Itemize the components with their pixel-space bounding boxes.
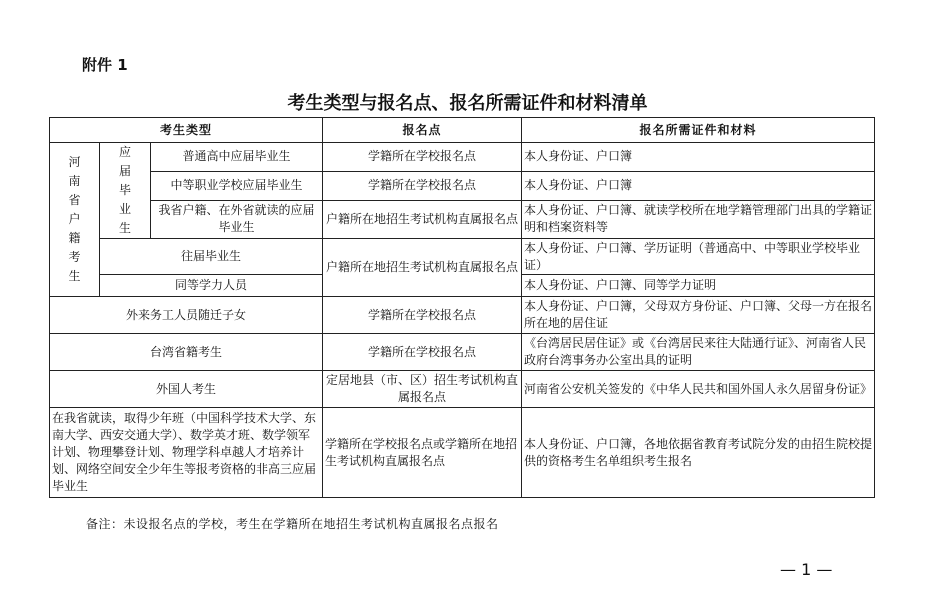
materials-cell: 河南省公安机关签发的《中华人民共和国外国人永久居留身份证》: [522, 371, 875, 408]
materials-cell: 本人身份证、户口簿，各地依据省教育考试院分发的由招生院校提供的资格考生名单组织考生报名: [522, 408, 875, 498]
materials-cell: 本人身份证、户口簿、同等学力证明: [522, 275, 875, 297]
exam-type-cell: 在我省就读，取得少年班（中国科学技术大学、东南大学、西安交通大学）、数学英才班、数学领军计划、物理攀登计划、物理学科卓越人才培养计划、网络空间安全少年生等报考资格的非高三应届毕业生: [50, 408, 323, 498]
table-row: [50, 239, 875, 275]
footnote: 备注：未设报名点的学校，考生在学籍所在地招生考试机构直属报名点报名: [86, 517, 499, 531]
registration-site-cell: 学籍所在学校报名点: [323, 143, 522, 172]
header-required-materials: 报名所需证件和材料: [522, 118, 875, 143]
materials-cell: 本人身份证、户口簿，父母双方身份证、户口簿、父母一方在报名所在地的居住证: [522, 297, 875, 334]
table-row: [50, 334, 875, 371]
table-header-row: [50, 118, 875, 143]
materials-cell: 《台湾居民居住证》或《台湾居民来往大陆通行证》、河南省人民政府台湾事务办公室出具的证明: [522, 334, 875, 371]
table-row: [50, 171, 875, 200]
exam-type-cell: 我省户籍、在外省就读的应届毕业生: [151, 200, 323, 238]
header-exam-type: 考生类型: [50, 118, 323, 143]
registration-site-cell: 学籍所在学校报名点: [323, 334, 522, 371]
table-row: [50, 408, 875, 498]
exam-type-cell: 同等学力人员: [100, 275, 323, 297]
registration-site-cell: 学籍所在学校报名点或学籍所在地招生考试机构直属报名点: [323, 408, 522, 498]
materials-cell: 本人身份证、户口簿、就读学校所在地学籍管理部门出具的学籍证明和档案资料等: [522, 200, 875, 238]
exam-type-cell: 外来务工人员随迁子女: [50, 297, 323, 334]
registration-site-cell: 学籍所在学校报名点: [323, 297, 522, 334]
registration-site-cell: 定居地县（市、区）招生考试机构直属报名点: [323, 371, 522, 408]
table-row: [50, 297, 875, 334]
document-title: 考生类型与报名点、报名所需证件和材料清单: [287, 93, 648, 114]
table-row: [50, 371, 875, 408]
table-row: [50, 200, 875, 238]
materials-cell: 本人身份证、户口簿: [522, 171, 875, 200]
materials-cell: 本人身份证、户口簿、学历证明（普通高中、中等职业学校毕业证）: [522, 239, 875, 275]
table-row: [50, 143, 875, 172]
registration-site-cell: 户籍所在地招生考试机构直属报名点: [323, 239, 522, 297]
registration-site-cell: 学籍所在学校报名点: [323, 171, 522, 200]
materials-cell: 本人身份证、户口簿: [522, 143, 875, 172]
exam-type-cell: 台湾省籍考生: [50, 334, 323, 371]
attachment-label: 附件 1: [82, 56, 128, 74]
exam-type-cell: 往届毕业生: [100, 239, 323, 275]
exam-type-cell: 外国人考生: [50, 371, 323, 408]
exam-type-cell: 中等职业学校应届毕业生: [151, 171, 323, 200]
exam-type-cell: 普通高中应届毕业生: [151, 143, 323, 172]
page-number: — 1 —: [780, 560, 833, 579]
group-label-fresh-graduates: 应 届 毕 业 生: [100, 143, 151, 239]
header-registration-site: 报名点: [323, 118, 522, 143]
materials-table: [49, 117, 875, 498]
registration-site-cell: 户籍所在地招生考试机构直属报名点: [323, 200, 522, 238]
group-label-henan-household: 河 南 省 户 籍 考 生: [50, 143, 100, 297]
